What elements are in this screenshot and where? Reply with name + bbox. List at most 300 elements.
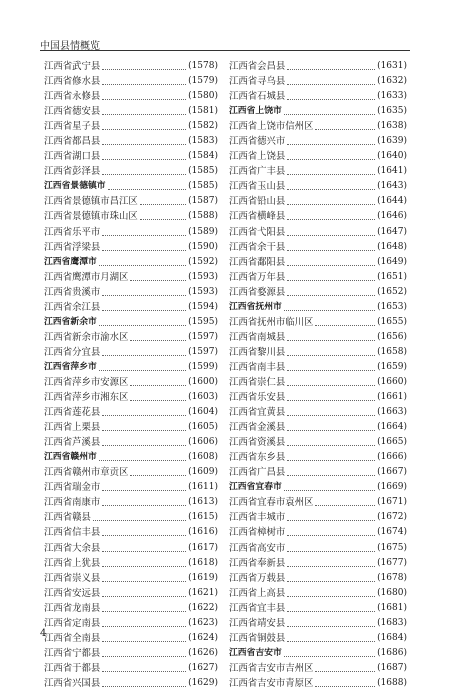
toc-right-column — [229, 59, 407, 691]
toc-entry-page: (1597) — [188, 331, 218, 342]
toc-entry-name: 江西省德兴市 — [229, 136, 286, 148]
toc-entry[interactable] — [229, 225, 407, 240]
toc-entry-name: 江西省赣县 — [44, 512, 91, 524]
toc-entry[interactable] — [44, 119, 218, 134]
dot-leader — [130, 465, 186, 476]
toc-entry-page: (1629) — [188, 677, 218, 688]
toc-entry[interactable] — [44, 164, 218, 179]
toc-entry[interactable] — [229, 375, 407, 390]
toc-entry-name: 江西省南丰县 — [229, 361, 286, 373]
toc-entry-name: 江西省上栗县 — [44, 422, 101, 434]
dot-leader — [287, 285, 375, 296]
toc-entry-page: (1659) — [377, 361, 407, 372]
toc-entry-name: 江西省萍乡市 — [44, 361, 97, 372]
toc-entry-page: (1665) — [377, 437, 407, 448]
toc-entry[interactable] — [229, 300, 407, 315]
toc-entry-name: 江西省广丰县 — [229, 166, 286, 178]
toc-entry[interactable] — [44, 360, 218, 375]
toc-entry-page: (1603) — [188, 392, 218, 403]
toc-entry-page: (1635) — [377, 106, 407, 117]
dot-leader — [287, 225, 375, 236]
dot-leader — [287, 89, 375, 100]
toc-entry[interactable] — [229, 405, 407, 420]
dot-leader — [102, 89, 186, 100]
toc-entry-name: 江西省新余市 — [44, 316, 97, 327]
toc-entry[interactable] — [44, 59, 218, 74]
dot-leader — [93, 510, 186, 521]
toc-entry-page: (1597) — [188, 346, 218, 357]
toc-entry-name: 江西省崇仁县 — [229, 376, 286, 388]
toc-entry-page: (1616) — [188, 527, 218, 538]
toc-entry-name: 江西省横峰县 — [229, 211, 286, 223]
toc-entry-page: (1593) — [188, 286, 218, 297]
toc-entry-page: (1652) — [377, 286, 407, 297]
toc-entry-page: (1592) — [188, 256, 218, 267]
toc-entry-name: 江西省湖口县 — [44, 151, 101, 163]
toc-entry-page: (1646) — [377, 211, 407, 222]
toc-entry-name: 江西省兴国县 — [44, 677, 101, 689]
dot-leader — [287, 209, 375, 220]
toc-entry-name: 江西省乐安县 — [229, 392, 286, 404]
toc-entry-page: (1664) — [377, 422, 407, 433]
toc-entry-name: 江西省乐平市 — [44, 226, 101, 238]
toc-entry-page: (1667) — [377, 467, 407, 478]
toc-entry-page: (1605) — [188, 422, 218, 433]
dot-leader — [102, 345, 186, 356]
toc-entry-page: (1680) — [377, 587, 407, 598]
toc-entry[interactable] — [44, 541, 218, 556]
dot-leader — [102, 676, 186, 687]
toc-entry-page: (1611) — [188, 482, 218, 493]
dot-leader — [102, 240, 186, 251]
toc-entry-page: (1683) — [377, 617, 407, 628]
toc-entry[interactable] — [229, 631, 407, 646]
toc-entry-name: 江西省景德镇市珠山区 — [44, 211, 138, 223]
toc-entry[interactable] — [229, 345, 407, 360]
toc-entry-name: 江西省高安市 — [229, 542, 286, 554]
toc-entry[interactable] — [44, 209, 218, 224]
toc-entry[interactable] — [44, 586, 218, 601]
toc-entry[interactable] — [229, 390, 407, 405]
dot-leader — [102, 495, 186, 506]
toc-entry[interactable] — [229, 601, 407, 616]
toc-entry[interactable] — [229, 676, 407, 691]
toc-entry-page: (1648) — [377, 241, 407, 252]
toc-entry[interactable] — [229, 571, 407, 586]
dot-leader — [284, 646, 375, 657]
toc-entry[interactable] — [44, 300, 218, 315]
toc-entry-page: (1656) — [377, 331, 407, 342]
toc-entry-page: (1608) — [188, 452, 218, 463]
dot-leader — [287, 375, 375, 386]
toc-entry-name: 江西省瑞金市 — [44, 482, 101, 494]
dot-leader — [99, 450, 186, 461]
toc-entry-page: (1584) — [188, 151, 218, 162]
dot-leader — [287, 616, 375, 627]
toc-entry-name: 江西省丰城市 — [229, 512, 286, 524]
toc-entry-page: (1678) — [377, 572, 407, 583]
toc-entry-page: (1595) — [188, 316, 218, 327]
toc-entry[interactable] — [44, 149, 218, 164]
toc-entry[interactable] — [229, 240, 407, 255]
dot-leader — [102, 149, 186, 160]
toc-entry[interactable] — [44, 240, 218, 255]
dot-leader — [102, 556, 186, 567]
toc-entry-page: (1663) — [377, 407, 407, 418]
toc-entry-name: 江西省宜春市袁州区 — [229, 497, 314, 509]
dot-leader — [287, 255, 375, 266]
toc-entry-page: (1600) — [188, 376, 218, 387]
toc-entry[interactable] — [229, 134, 407, 149]
toc-entry[interactable] — [44, 646, 218, 661]
toc-entry-name: 江西省广昌县 — [229, 467, 286, 479]
toc-entry-page: (1623) — [188, 617, 218, 628]
toc-entry-name: 江西省上饶市 — [229, 106, 282, 117]
dot-leader — [287, 330, 375, 341]
dot-leader — [287, 465, 375, 476]
dot-leader — [287, 435, 375, 446]
toc-entry[interactable] — [229, 74, 407, 89]
toc-entry[interactable] — [44, 556, 218, 571]
toc-entry-page: (1675) — [377, 542, 407, 553]
dot-leader — [287, 601, 375, 612]
toc-entry-page: (1686) — [377, 647, 407, 658]
toc-entry-name: 江西省黎川县 — [229, 346, 286, 358]
toc-entry[interactable] — [44, 435, 218, 450]
toc-entry[interactable] — [229, 525, 407, 540]
toc-entry[interactable] — [229, 465, 407, 480]
toc-entry-name: 江西省婺源县 — [229, 286, 286, 298]
dot-leader — [287, 556, 375, 567]
toc-entry-page: (1631) — [377, 61, 407, 71]
toc-entry[interactable] — [229, 315, 407, 330]
dot-leader — [284, 480, 375, 491]
dot-leader — [140, 194, 186, 205]
toc-entry[interactable] — [44, 315, 218, 330]
toc-entry-name: 江西省贵溪市 — [44, 286, 101, 298]
toc-entry[interactable] — [44, 375, 218, 390]
dot-leader — [102, 285, 186, 296]
toc-entry-page: (1655) — [377, 316, 407, 327]
toc-entry-name: 江西省万年县 — [229, 271, 286, 283]
toc-entry-name: 江西省新余市渝水区 — [44, 331, 129, 343]
toc-entry-name: 江西省彭泽县 — [44, 166, 101, 178]
toc-entry[interactable] — [44, 179, 218, 194]
toc-entry-page: (1674) — [377, 527, 407, 538]
toc-entry[interactable] — [44, 510, 218, 525]
toc-entry-page: (1606) — [188, 437, 218, 448]
toc-entry-page: (1651) — [377, 271, 407, 282]
toc-entry[interactable] — [229, 510, 407, 525]
toc-entry-name: 江西省弋阳县 — [229, 226, 286, 238]
dot-leader — [287, 194, 375, 205]
toc-entry[interactable] — [44, 661, 218, 676]
dot-leader — [287, 74, 375, 85]
toc-entry-name: 江西省抚州市 — [229, 301, 282, 312]
dot-leader — [287, 179, 375, 190]
toc-entry-name: 江西省万载县 — [229, 572, 286, 584]
toc-entry-page: (1604) — [188, 407, 218, 418]
toc-entry-name: 江西省全南县 — [44, 632, 101, 644]
dot-leader — [284, 300, 375, 311]
toc-entry-page: (1585) — [188, 181, 218, 192]
dot-leader — [102, 661, 186, 672]
toc-entry[interactable] — [229, 104, 407, 119]
toc-entry[interactable] — [229, 450, 407, 465]
dot-leader — [102, 631, 186, 642]
toc-entry[interactable] — [44, 616, 218, 631]
toc-entry[interactable] — [44, 631, 218, 646]
toc-entry-page: (1618) — [188, 557, 218, 568]
dot-leader — [287, 420, 375, 431]
toc-entry[interactable] — [44, 601, 218, 616]
toc-entry-name: 江西省星子县 — [44, 121, 101, 133]
toc-entry[interactable] — [229, 179, 407, 194]
dot-leader — [287, 571, 375, 582]
dot-leader — [140, 209, 186, 220]
dot-leader — [287, 541, 375, 552]
toc-entry[interactable] — [229, 495, 407, 510]
toc-entry[interactable] — [229, 59, 407, 74]
toc-entry-page: (1681) — [377, 602, 407, 613]
toc-entry[interactable] — [44, 480, 218, 495]
dot-leader — [102, 420, 186, 431]
toc-entry-page: (1672) — [377, 512, 407, 523]
dot-leader — [99, 255, 186, 266]
toc-entry[interactable] — [44, 194, 218, 209]
toc-entry-page: (1615) — [188, 512, 218, 523]
toc-entry[interactable] — [44, 270, 218, 285]
toc-entry-name: 江西省萍乡市湘东区 — [44, 392, 129, 404]
toc-entry-name: 江西省樟树市 — [229, 527, 286, 539]
toc-entry-name: 江西省定南县 — [44, 617, 101, 629]
dot-leader — [99, 315, 186, 326]
toc-entry-name: 江西省宜丰县 — [229, 602, 286, 614]
toc-entry-name: 江西省上犹县 — [44, 557, 101, 569]
toc-entry[interactable] — [229, 435, 407, 450]
dot-leader — [287, 134, 375, 145]
toc-entry[interactable] — [229, 556, 407, 571]
toc-entry[interactable] — [44, 104, 218, 119]
toc-entry-name: 江西省靖安县 — [229, 617, 286, 629]
toc-entry[interactable] — [44, 405, 218, 420]
toc-entry[interactable] — [229, 209, 407, 224]
toc-entry-name: 江西省上饶市信州区 — [229, 121, 314, 133]
dot-leader — [315, 661, 375, 672]
toc-entry-name: 江西省宁都县 — [44, 647, 101, 659]
toc-entry-page: (1649) — [377, 256, 407, 267]
toc-entry-name: 江西省浮梁县 — [44, 241, 101, 253]
toc-entry[interactable] — [44, 676, 218, 691]
toc-entry-name: 江西省赣州市章贡区 — [44, 467, 129, 479]
dot-leader — [315, 315, 375, 326]
toc-entry[interactable] — [44, 74, 218, 89]
toc-entry[interactable] — [44, 285, 218, 300]
toc-entry-name: 江西省资溪县 — [229, 437, 286, 449]
dot-leader — [102, 480, 186, 491]
toc-entry-name: 江西省金溪县 — [229, 422, 286, 434]
toc-entry[interactable] — [229, 149, 407, 164]
dot-leader — [108, 179, 186, 190]
toc-entry[interactable] — [44, 330, 218, 345]
dot-leader — [287, 59, 375, 70]
toc-entry[interactable] — [229, 480, 407, 495]
toc-entry-name: 江西省吉安市青原区 — [229, 677, 314, 689]
toc-entry[interactable] — [44, 390, 218, 405]
dot-leader — [102, 59, 186, 70]
toc-entry-name: 江西省会昌县 — [229, 61, 286, 72]
toc-entry-page: (1622) — [188, 602, 218, 613]
toc-entry-page: (1653) — [377, 301, 407, 312]
toc-entry-page: (1578) — [188, 61, 218, 71]
dot-leader — [287, 450, 375, 461]
toc-entry-page: (1583) — [188, 136, 218, 147]
toc-entry-page: (1633) — [377, 91, 407, 102]
dot-leader — [287, 586, 375, 597]
toc-entry[interactable] — [229, 661, 407, 676]
toc-entry[interactable] — [229, 255, 407, 270]
dot-leader — [102, 164, 186, 175]
page-number: 4 — [40, 628, 47, 639]
header-rule — [40, 50, 410, 51]
toc-entry[interactable] — [44, 420, 218, 435]
toc-entry[interactable] — [229, 541, 407, 556]
toc-entry[interactable] — [229, 330, 407, 345]
toc-entry-name: 江西省玉山县 — [229, 181, 286, 193]
toc-entry[interactable] — [229, 89, 407, 104]
dot-leader — [102, 541, 186, 552]
toc-entry-name: 江西省永修县 — [44, 91, 101, 103]
toc-entry-name: 江西省芦溪县 — [44, 437, 101, 449]
dot-leader — [102, 586, 186, 597]
toc-entry-name: 江西省抚州市临川区 — [229, 316, 314, 328]
toc-entry[interactable] — [44, 571, 218, 586]
toc-entry-page: (1585) — [188, 166, 218, 177]
dot-leader — [102, 525, 186, 536]
toc-entry-page: (1660) — [377, 376, 407, 387]
toc-entry-name: 江西省余江县 — [44, 301, 101, 313]
dot-leader — [287, 405, 375, 416]
toc-entry-page: (1590) — [188, 241, 218, 252]
toc-entry-page: (1613) — [188, 497, 218, 508]
toc-entry-page: (1643) — [377, 181, 407, 192]
toc-entry[interactable] — [229, 164, 407, 179]
toc-entry[interactable] — [44, 89, 218, 104]
dot-leader — [287, 240, 375, 251]
toc-entry-page: (1609) — [188, 467, 218, 478]
dot-leader — [102, 435, 186, 446]
dot-leader — [102, 571, 186, 582]
toc-entry-name: 江西省宜春市 — [229, 482, 282, 493]
toc-entry-page: (1677) — [377, 557, 407, 568]
toc-entry-page: (1687) — [377, 662, 407, 673]
toc-entry[interactable] — [229, 194, 407, 209]
toc-entry-name: 江西省吉安市吉州区 — [229, 662, 314, 674]
toc-entry-name: 江西省景德镇市 — [44, 181, 106, 192]
toc-entry[interactable] — [229, 270, 407, 285]
dot-leader — [315, 495, 375, 506]
toc-entry-page: (1661) — [377, 392, 407, 403]
toc-entry-name: 江西省上高县 — [229, 587, 286, 599]
toc-entry[interactable] — [44, 255, 218, 270]
toc-entry[interactable] — [229, 285, 407, 300]
dot-leader — [102, 405, 186, 416]
toc-entry-name: 江西省景德镇市昌江区 — [44, 196, 138, 208]
dot-leader — [102, 616, 186, 627]
dot-leader — [102, 300, 186, 311]
toc-entry-name: 江西省安远县 — [44, 587, 101, 599]
toc-entry-page: (1580) — [188, 91, 218, 102]
toc-entry-page: (1632) — [377, 76, 407, 87]
toc-entry[interactable] — [229, 420, 407, 435]
toc-entry-name: 江西省寻乌县 — [229, 76, 286, 88]
toc-entry[interactable] — [44, 345, 218, 360]
toc-entry-name: 江西省东乡县 — [229, 452, 286, 464]
toc-entry[interactable] — [44, 225, 218, 240]
toc-entry-page: (1671) — [377, 497, 407, 508]
toc-entry-page: (1640) — [377, 151, 407, 162]
toc-entry-page: (1581) — [188, 106, 218, 117]
toc-entry-name: 江西省吉安市 — [229, 647, 282, 658]
dot-leader — [102, 601, 186, 612]
toc-entry-page: (1588) — [188, 211, 218, 222]
dot-leader — [102, 119, 186, 130]
toc-entry-page: (1589) — [188, 226, 218, 237]
toc-entry-page: (1627) — [188, 662, 218, 673]
toc-entry-name: 江西省分宜县 — [44, 346, 101, 358]
toc-entry-name: 江西省大余县 — [44, 542, 101, 554]
toc-left-column — [44, 59, 218, 691]
toc-entry[interactable] — [229, 616, 407, 631]
toc-entry-page: (1621) — [188, 587, 218, 598]
toc-entry[interactable] — [44, 134, 218, 149]
toc-entry-name: 江西省鄱阳县 — [229, 256, 286, 268]
toc-entry-page: (1594) — [188, 301, 218, 312]
dot-leader — [284, 104, 375, 115]
toc-entry-name: 江西省石城县 — [229, 91, 286, 103]
toc-entry-name: 江西省德安县 — [44, 106, 101, 118]
toc-entry-page: (1669) — [377, 482, 407, 493]
toc-entry-page: (1593) — [188, 271, 218, 282]
toc-entry-page: (1658) — [377, 346, 407, 357]
toc-entry-name: 江西省鹰潭市月湖区 — [44, 271, 129, 283]
toc-entry-name: 江西省赣州市 — [44, 452, 97, 463]
dot-leader — [315, 119, 375, 130]
toc-entry-name: 江西省鹰潭市 — [44, 256, 97, 267]
toc-entry[interactable] — [229, 586, 407, 601]
toc-entry-name: 江西省武宁县 — [44, 61, 101, 72]
toc-entry[interactable] — [44, 465, 218, 480]
toc-entry-page: (1579) — [188, 76, 218, 87]
toc-entry-page: (1624) — [188, 632, 218, 643]
dot-leader — [102, 646, 186, 657]
toc-entry[interactable] — [44, 525, 218, 540]
toc-entry[interactable] — [229, 646, 407, 661]
toc-entry-page: (1647) — [377, 226, 407, 237]
running-header: 中国县情概览 — [40, 41, 100, 52]
dot-leader — [287, 149, 375, 160]
toc-entry-name: 江西省南康市 — [44, 497, 101, 509]
toc-entry[interactable] — [229, 360, 407, 375]
toc-entry-name: 江西省余干县 — [229, 241, 286, 253]
toc-entry-page: (1688) — [377, 677, 407, 688]
toc-entry-name: 江西省修水县 — [44, 76, 101, 88]
toc-entry[interactable] — [229, 119, 407, 134]
toc-entry-name: 江西省南城县 — [229, 331, 286, 343]
toc-entry[interactable] — [44, 450, 218, 465]
dot-leader — [130, 270, 186, 281]
toc-entry[interactable] — [44, 495, 218, 510]
